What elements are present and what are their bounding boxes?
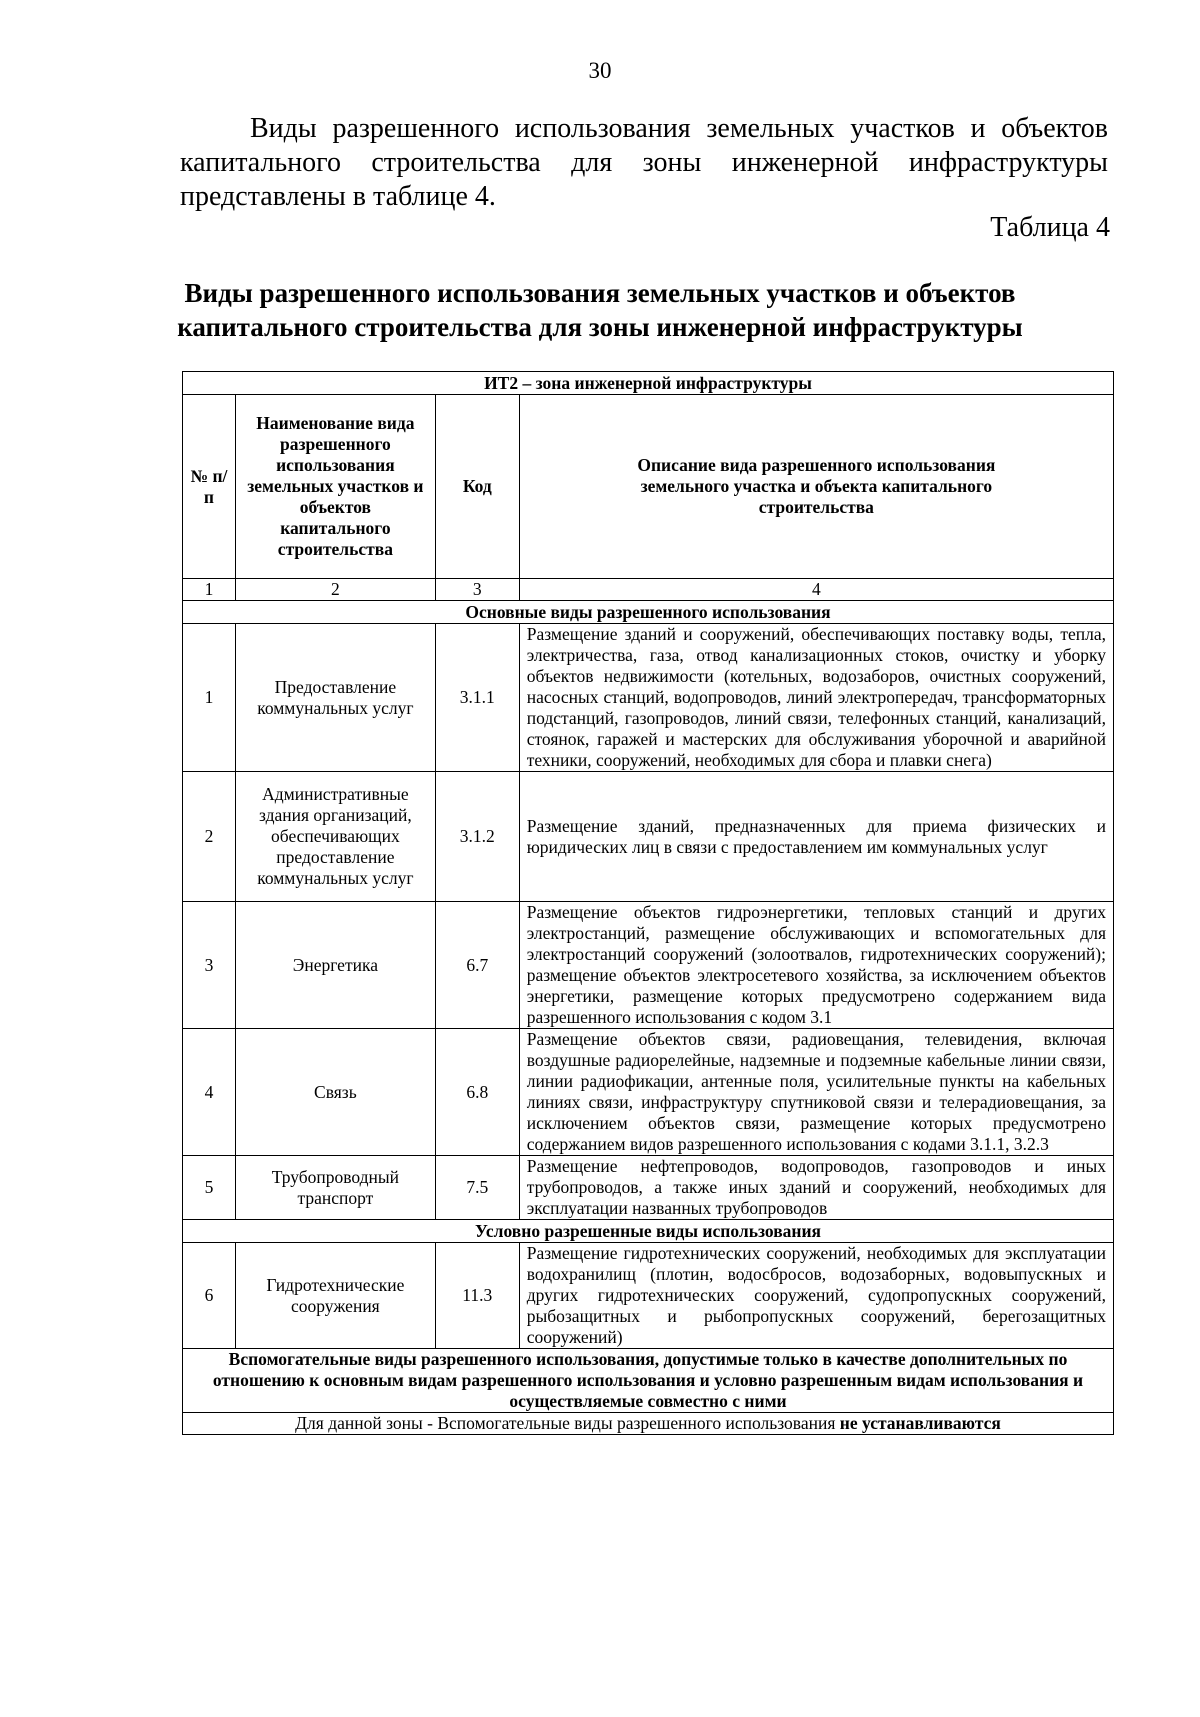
permitted-use-table — [182, 371, 1114, 1435]
use-description: Размещение нефтепроводов, водопроводов, газопроводов и иных трубопроводов, а также иных зданий и сооружений, необходимых для эксплуатации названных трубопроводов — [519, 1156, 1113, 1220]
table-caption: Таблица 4 — [990, 212, 1110, 243]
use-name: Гидротехнические сооружения — [235, 1243, 435, 1349]
use-name: Административные здания организаций, обеспечивающих предоставление коммунальных услуг — [235, 772, 435, 902]
document-title — [0, 276, 1200, 344]
section-main-uses: Основные виды разрешенного использования — [183, 601, 1114, 624]
use-description: Размещение гидротехнических сооружений, необходимых для эксплуатации водохранилищ (плотин, водосбросов, водозаборных, водовыпускных и других гидротехнических сооружений, судопропускных сооружений, рыбозащитных и рыбопропускных сооружений, берегозащитных сооружений) — [519, 1243, 1113, 1349]
use-code: 6.7 — [435, 902, 519, 1029]
use-code: 6.8 — [435, 1029, 519, 1156]
title-line-1: Виды разрешенного использования земельных участков и объектов — [184, 278, 1016, 308]
use-code: 7.5 — [435, 1156, 519, 1220]
auxiliary-note-text: Для данной зоны - Вспомогательные виды разрешенного использования — [295, 1413, 840, 1433]
column-number-4: 4 — [519, 579, 1113, 601]
use-description: Размещение зданий, предназначенных для приема физических и юридических лиц в связи с предоставлением им коммунальных услуг — [519, 772, 1113, 902]
column-header-description: Описание вида разрешенного использования земельного участка и объекта капитального строительства — [519, 395, 1113, 579]
row-number: 4 — [183, 1029, 236, 1156]
column-header-code: Код — [435, 395, 519, 579]
use-description: Размещение объектов связи, радиовещания, телевидения, включая воздушные радиорелейные, надземные и подземные кабельные линии связи, линии радиофикации, антенные поля, усилительные пункты на кабельных линиях связи, инфраструктуру спутниковой связи и телерадиовещания, за исключением объектов связи, размещение которых предусмотрено содержанием видов разрешенного использования с кодами 3.1.1, 3.2.3 — [519, 1029, 1113, 1156]
use-code: 3.1.2 — [435, 772, 519, 902]
row-number: 2 — [183, 772, 236, 902]
column-header-num: № п/п — [183, 395, 236, 579]
table-row — [183, 1243, 1114, 1349]
use-name: Трубопроводный транспорт — [235, 1156, 435, 1220]
table-row — [183, 772, 1114, 902]
zone-header: ИТ2 – зона инженерной инфраструктуры — [183, 372, 1114, 395]
table-row — [183, 1156, 1114, 1220]
page-number: 30 — [588, 58, 612, 83]
section-conditional-uses: Условно разрешенные виды использования — [183, 1220, 1114, 1243]
use-description: Размещение зданий и сооружений, обеспечивающих поставку воды, тепла, электричества, газа, отвод канализационных стоков, очистку и уборку объектов недвижимости (котельных, водозаборов, очистных сооружений, насосных станций, водопроводов, линий электропередач, трансформаторных подстанций, газопроводов, линий связи, телефонных станций, канализаций, стоянок, гаражей и мастерских для обслуживания уборочной и аварийной техники, сооружений, необходимых для сбора и плавки снега) — [519, 624, 1113, 772]
column-number-3: 3 — [435, 579, 519, 601]
row-number: 3 — [183, 902, 236, 1029]
column-header-name: Наименование вида разрешенного использования земельных участков и объектов капитального строительства — [235, 395, 435, 579]
row-number: 6 — [183, 1243, 236, 1349]
table-row — [183, 624, 1114, 772]
use-name: Энергетика — [235, 902, 435, 1029]
use-description: Размещение объектов гидроэнергетики, тепловых станций и других электростанций, размещение обслуживающих и вспомогательных для электростанций сооружений (золоотвалов, гидротехнических сооружений); размещение объектов электросетевого хозяйства, за исключением объектов энергетики, размещение которых предусмотрено содержанием вида разрешенного использования с кодом 3.1 — [519, 902, 1113, 1029]
use-name: Связь — [235, 1029, 435, 1156]
auxiliary-uses-note — [183, 1413, 1114, 1435]
row-number: 5 — [183, 1156, 236, 1220]
title-line-2: капитального строительства для зоны инженерной инфраструктуры — [177, 312, 1023, 342]
column-number-1: 1 — [183, 579, 236, 601]
intro-paragraph: Виды разрешенного использования земельных участков и объектов капитального строительства для зоны инженерной инфраструктуры представлены в таблице 4. — [180, 113, 1108, 212]
auxiliary-note-emphasis: не устанавливаются — [839, 1413, 1001, 1433]
use-code: 11.3 — [435, 1243, 519, 1349]
table-row — [183, 1029, 1114, 1156]
section-auxiliary-uses: Вспомогательные виды разрешенного использования, допустимые только в качестве дополнительных по отношению к основным видам разрешенного использования и условно разрешенным видам использования и осуществляемые совместно с ними — [183, 1349, 1114, 1413]
use-name: Предоставление коммунальных услуг — [235, 624, 435, 772]
use-code: 3.1.1 — [435, 624, 519, 772]
table-row — [183, 902, 1114, 1029]
row-number: 1 — [183, 624, 236, 772]
column-number-2: 2 — [235, 579, 435, 601]
